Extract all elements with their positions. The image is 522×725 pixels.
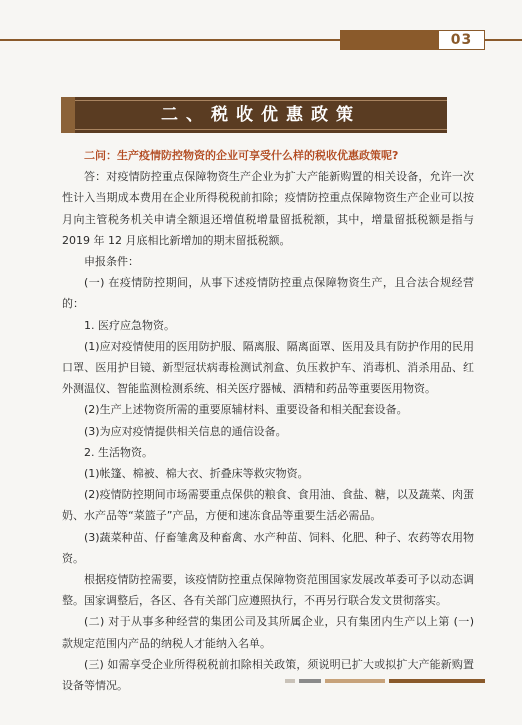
section-title: 二、税收优惠政策	[161, 105, 361, 125]
medical-supplies-heading: 1. 医疗应急物资。	[84, 318, 175, 332]
footer-dash	[285, 679, 295, 683]
section-banner	[75, 97, 447, 133]
medical-item-3: (3)为应对疫情提供相关信息的通信设备。	[84, 424, 287, 438]
living-item-2: (2)疫情防控期间市场需要重点保供的粮食、食用油、食盐、糖，以及蔬菜、肉蛋奶、水产品等“菜篮子”产品，方便和速冻食品等重要生活必需品。	[62, 488, 474, 523]
page-number: 03	[438, 30, 485, 50]
banner-accent	[61, 97, 75, 133]
header-rule	[0, 30, 522, 50]
condition-1: (一) 在疫情防控期间，从事下述疫情防控重点保障物资生产，且合法合规经营的：	[62, 276, 474, 311]
living-supplies-heading: 2. 生活物资。	[84, 445, 153, 459]
answer-paragraph: 答：对疫情防控重点保障物资生产企业为扩大产能新购置的相关设备，允许一次性计入当期成本费用在企业所得税税前扣除；疫情防控重点保障物资生产企业可以按月向主管税务机关申请全额退还增值税增量留抵税额，其中，增量留抵税额是指与 2019 年 12 月底相比新增加的期末留抵税额。	[62, 170, 474, 247]
living-item-1: (1)帐篷、棉被、棉大衣、折叠床等救灾物资。	[84, 467, 309, 481]
conditions-heading: 申报条件：	[84, 255, 139, 269]
article-body	[62, 145, 474, 696]
medical-item-2: (2)生产上述物资所需的重要原辅材料、重要设备和相关配套设备。	[84, 403, 408, 417]
footer-decoration	[285, 679, 485, 683]
adjustment-paragraph: 根据疫情防控需要，该疫情防控重点保障物资范围国家发展改革委可予以动态调整。国家调整后，各区、各有关部门应遵照执行，不再另行联合发文贯彻落实。	[62, 573, 474, 608]
living-item-3: (3)蔬菜种苗、仔畜雏禽及种畜禽、水产种苗、饲料、化肥、种子、农药等农用物资。	[62, 530, 474, 565]
question-heading: 二问：生产疫情防控物资的企业可享受什么样的税收优惠政策呢?	[84, 149, 399, 162]
medical-item-1: (1)应对疫情使用的医用防护服、隔离服、隔离面罩、医用及具有防护作用的民用口罩、医用护目镜、新型冠状病毒检测试剂盒、负压救护车、消毒机、消杀用品、红外测温仪、智能监测检测系统、相关医疗器械、酒精和药品等重要医用物资。	[62, 339, 474, 396]
footer-dash	[299, 679, 321, 683]
condition-2: (二) 对于从事多种经营的集团公司及其所属企业，只有集团内生产以上第 (一) 款规定范围内产品的纳税人才能纳入名单。	[62, 615, 474, 650]
condition-3: (三) 如需享受企业所得税税前扣除相关政策，须说明已扩大或拟扩大产能新购置设备等情况。	[62, 657, 474, 693]
footer-dash	[325, 679, 385, 683]
footer-dash	[389, 679, 485, 683]
header-bar	[340, 30, 438, 50]
